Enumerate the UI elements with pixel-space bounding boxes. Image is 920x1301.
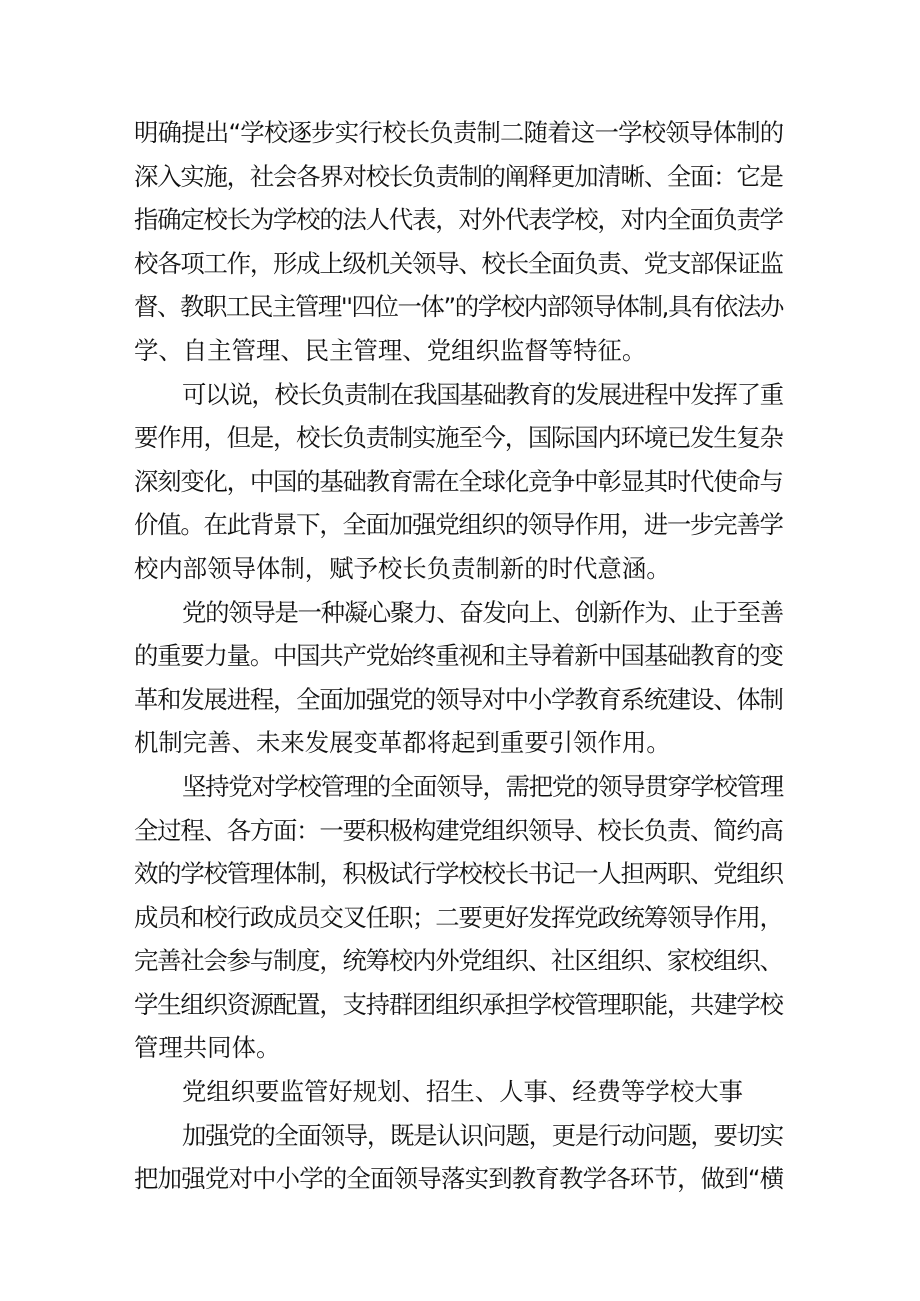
document-body	[134, 111, 784, 1201]
paragraph	[134, 373, 784, 591]
text-line: 加强党的全面领导，既是认识问题，更是行动问题，要切实	[182, 1120, 783, 1150]
text-line: 的重要力量。中国共产党始终重视和主导着新中国基础教育的变	[134, 641, 783, 671]
text-line: 革和发展进程，全面加强党的领导对中小学教育系统建设、体制	[134, 684, 783, 714]
text-line: 机制完善、未来发展变革都将起到重要引领作用。	[134, 728, 671, 758]
text-line: 管理共同体。	[134, 1033, 281, 1063]
text-line: 明确提出“学校逐步实行校长负责制二随着这一学校领导体制的	[134, 118, 784, 147]
text-line: 党组织要监管好规划、招生、人事、经费等学校大事	[182, 1077, 743, 1107]
text-line: 效的学校管理体制，积极试行学校校长书记一人担两职、党组织	[134, 859, 783, 889]
paragraph	[134, 765, 784, 1070]
paragraph	[134, 1070, 784, 1114]
text-line: 坚持党对学校管理的全面领导，需把党的领导贯穿学校管理	[182, 771, 783, 801]
text-line: 成员和校行政成员交叉任职；二要更好发挥党政统筹领导作用，	[134, 902, 783, 932]
paragraph	[134, 111, 784, 373]
text-line: 价值。在此背景下，全面加强党组织的领导作用，进一步完善学	[134, 510, 783, 540]
paragraph	[134, 591, 784, 765]
text-line: 指确定校长为学校的法人代表，对外代表学校，对内全面负责学	[134, 205, 783, 235]
text-line: 完善社会参与制度，统筹校内外党组织、社区组织、家校组织、	[134, 946, 783, 976]
text-line: 全过程、各方面：一要积极构建党组织领导、校长负责、简约高	[134, 815, 783, 845]
text-line: 把加强党对中小学的全面领导落实到教育教学各环节，做到“横	[134, 1164, 784, 1194]
text-line: 深入实施，社会各界对校长负责制的阐释更加清晰、全面：它是	[134, 161, 783, 191]
text-line: 校各项工作，形成上级机关领导、校长全面负责、党支部保证监	[134, 248, 783, 278]
text-line: 要作用，但是，校长负责制实施至今，国际国内环境已发生复杂	[134, 423, 783, 453]
text-line: 督、教职工民主管理''四位一体”的学校内部领导体制,具有依法办	[134, 292, 783, 322]
text-line: 校内部领导体制，赋予校长负责制新的时代意涵。	[134, 553, 671, 583]
text-line: 可以说，校长负责制在我国基础教育的发展进程中发挥了重	[182, 379, 783, 409]
text-line: 学、自主管理、民主管理、党组织监督等特征。	[134, 335, 647, 365]
text-line: 深刻变化，中国的基础教育需在全球化竞争中彰显其时代使命与	[134, 466, 783, 496]
text-line: 党的领导是一种凝心聚力、奋发向上、创新作为、止于至善	[182, 597, 783, 627]
text-line: 学生组织资源配置，支持群团组织承担学校管理职能，共建学校	[134, 989, 783, 1019]
paragraph	[134, 1114, 784, 1201]
